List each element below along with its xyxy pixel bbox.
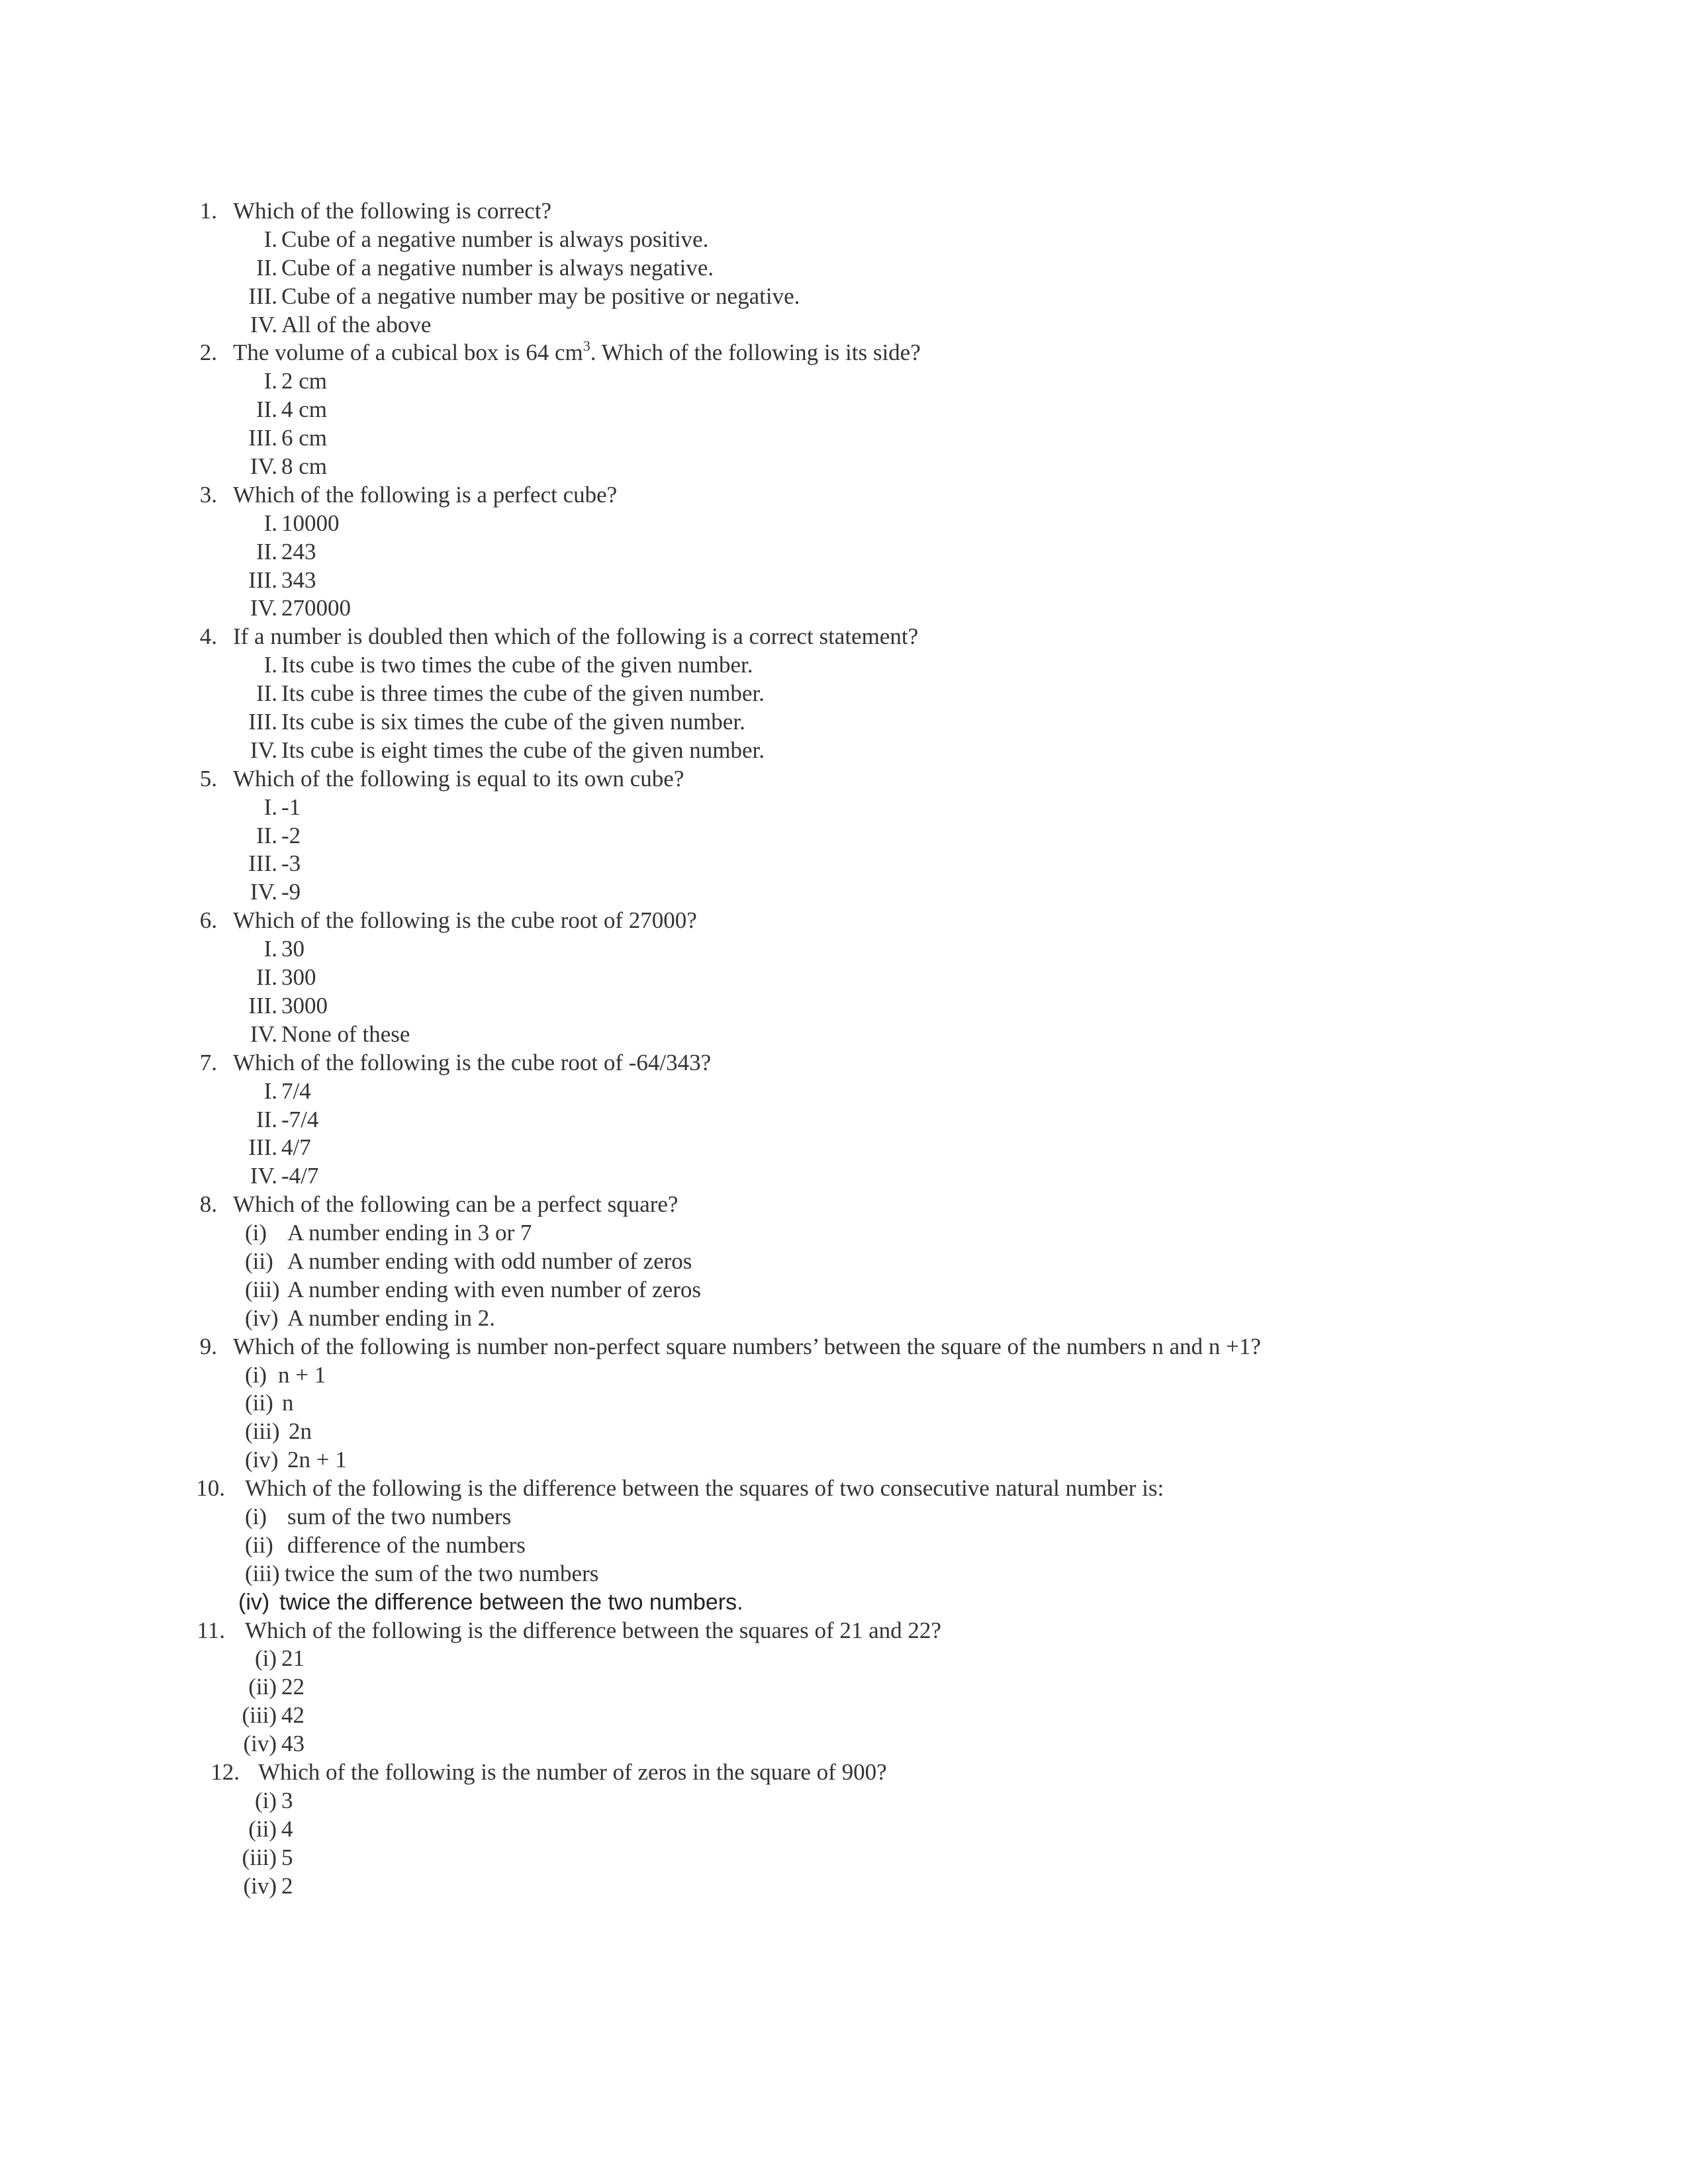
option [0, 1106, 1688, 1134]
option-label: I. [263, 652, 277, 678]
option-text: difference of the numbers [287, 1531, 526, 1558]
option [0, 708, 1688, 737]
option-text: 21 [281, 1645, 305, 1672]
option-label: II. [256, 964, 277, 991]
option-text: Its cube is six times the cube of the given number. [281, 709, 745, 735]
question-text-part: The volume of a cubical box is 64 cm [233, 340, 583, 366]
option [0, 1872, 1688, 1901]
option-label: (iii) [242, 1702, 277, 1729]
option-label: I. [263, 936, 277, 962]
question-text: Which of the following is the cube root of -64/343? [233, 1049, 712, 1075]
question-6 [0, 907, 1688, 935]
option-text: Cube of a negative number is always positive. [281, 226, 709, 252]
option [0, 1389, 1688, 1418]
option [0, 226, 1688, 254]
option-label: (iv) [238, 1589, 270, 1615]
option [0, 1702, 1688, 1730]
option-text: 300 [281, 964, 316, 991]
option-label: II. [256, 396, 277, 423]
option-label: I. [263, 1077, 277, 1104]
option-text: Its cube is two times the cube of the given number. [281, 652, 753, 678]
option [0, 254, 1688, 283]
question-number: 9. [199, 1333, 217, 1359]
option-text: -7/4 [281, 1106, 319, 1132]
option-label: (iv) [243, 1731, 277, 1757]
option-label: III. [248, 567, 277, 593]
option-text: A number ending in 3 or 7 [287, 1220, 532, 1246]
question-number: 5. [199, 765, 217, 792]
option-label: I. [263, 226, 277, 252]
option-text: sum of the two numbers [287, 1503, 512, 1529]
option-label: I. [263, 794, 277, 820]
option [0, 1219, 1688, 1248]
question-10 [0, 1475, 1688, 1503]
option [0, 311, 1688, 340]
question-2 [0, 339, 1688, 367]
option [0, 1446, 1688, 1475]
option-text: twice the difference between the two numbers. [279, 1589, 743, 1615]
option-label: (iv) [245, 1447, 279, 1473]
question-text: If a number is doubled then which of the following is a correct statement? [233, 623, 919, 650]
option [0, 935, 1688, 964]
option-text: -3 [281, 850, 301, 877]
option-label: III. [248, 992, 277, 1019]
option-text: 8 cm [281, 453, 328, 480]
option-text: 2 [281, 1872, 293, 1899]
option-text: 6 cm [281, 425, 328, 451]
question-text: Which of the following is the difference between the squares of two consecutive natural number is: [245, 1475, 1164, 1502]
question-sheet [0, 197, 1688, 1900]
option-label: II. [256, 1106, 277, 1132]
option-label: (ii) [248, 1815, 277, 1842]
option-label: (iii) [245, 1418, 280, 1445]
option [0, 992, 1688, 1021]
option-text: All of the above [281, 311, 432, 338]
option [0, 822, 1688, 850]
option [0, 1531, 1688, 1560]
question-text: Which of the following can be a perfect square? [233, 1191, 679, 1218]
option [0, 538, 1688, 567]
question-number: 4. [199, 623, 217, 650]
option [0, 794, 1688, 822]
option-text: Its cube is eight times the cube of the given number. [281, 737, 765, 763]
option-text: 43 [281, 1731, 305, 1757]
question-4 [0, 623, 1688, 651]
option-text: 343 [281, 567, 316, 593]
option [0, 1077, 1688, 1106]
option [0, 1134, 1688, 1162]
question-text: Which of the following is equal to its own cube? [233, 765, 684, 792]
option-text: Cube of a negative number is always negative. [281, 254, 714, 281]
option-label: (ii) [245, 1248, 273, 1274]
option-label: (ii) [245, 1531, 273, 1558]
option-text: 3 [281, 1787, 293, 1813]
option-text: -1 [281, 794, 301, 820]
question-3 [0, 481, 1688, 510]
option-label: IV. [250, 595, 277, 621]
option [0, 1021, 1688, 1049]
option-text: Its cube is three times the cube of the given number. [281, 680, 765, 707]
question-text: Which of the following is the difference between the squares of 21 and 22? [245, 1617, 941, 1643]
question-7 [0, 1049, 1688, 1077]
option-text: 2n + 1 [287, 1447, 347, 1473]
option-label: I. [263, 368, 277, 394]
option-text: 22 [281, 1674, 305, 1700]
question-text: Which of the following is a perfect cube? [233, 481, 618, 508]
option [0, 1844, 1688, 1872]
question-text [233, 339, 921, 367]
option-label: (i) [245, 1503, 267, 1529]
option-text: 42 [281, 1702, 305, 1729]
option-label: III. [248, 425, 277, 451]
question-number: 7. [199, 1049, 217, 1075]
option [0, 1815, 1688, 1844]
option-label: (ii) [248, 1674, 277, 1700]
option-label: IV. [250, 1163, 277, 1189]
question-number: 2. [199, 340, 217, 366]
option [0, 1503, 1688, 1531]
option-text: -4/7 [281, 1163, 319, 1189]
question-number: 12. [211, 1758, 240, 1785]
option-label: IV. [250, 453, 277, 480]
option-text: 30 [281, 936, 305, 962]
question-11 [0, 1617, 1688, 1645]
option-text: -9 [281, 879, 301, 905]
option [0, 1361, 1688, 1390]
option [0, 651, 1688, 680]
option-label: (i) [254, 1645, 277, 1672]
option [0, 680, 1688, 708]
option-text: n [282, 1390, 294, 1416]
option [0, 1276, 1688, 1304]
option-label: IV. [250, 879, 277, 905]
question-5 [0, 765, 1688, 794]
option [0, 283, 1688, 311]
option-label: (i) [245, 1361, 267, 1388]
option-text: 2 cm [281, 368, 328, 394]
option-label: (iv) [243, 1872, 277, 1899]
option-text: -2 [281, 822, 301, 848]
option-text: 270000 [281, 595, 351, 621]
option-text: 4 [281, 1815, 293, 1842]
question-number: 6. [199, 907, 217, 934]
option-label: (iii) [245, 1560, 280, 1586]
option [0, 1588, 1688, 1617]
superscript: 3 [583, 338, 590, 355]
option-label: (iv) [245, 1304, 279, 1331]
option-text: Cube of a negative number may be positive or negative. [281, 283, 800, 309]
option [0, 510, 1688, 538]
option-label: (iii) [242, 1844, 277, 1870]
option [0, 1304, 1688, 1333]
option-text: A number ending with odd number of zeros [287, 1248, 692, 1274]
option-text: 3000 [281, 992, 328, 1019]
question-text: Which of the following is the cube root of 27000? [233, 907, 697, 934]
option [0, 1248, 1688, 1276]
option-label: (i) [254, 1787, 277, 1813]
option-label: II. [256, 538, 277, 565]
option-label: II. [256, 680, 277, 707]
question-12 [0, 1758, 1688, 1787]
option-text: 4/7 [281, 1134, 311, 1161]
option-text: A number ending in 2. [287, 1304, 495, 1331]
option-label: (i) [245, 1220, 267, 1246]
question-number: 8. [199, 1191, 217, 1218]
option-text: 7/4 [281, 1077, 311, 1104]
option-text: 4 cm [281, 396, 328, 423]
question-text: Which of the following is the number of zeros in the square of 900? [258, 1758, 887, 1785]
option-label: III. [248, 709, 277, 735]
option [0, 1645, 1688, 1673]
option-label: IV. [250, 1021, 277, 1047]
option-text: n + 1 [278, 1361, 326, 1388]
option [0, 1418, 1688, 1446]
option-text: 243 [281, 538, 316, 565]
question-number: 1. [199, 198, 217, 224]
option [0, 1560, 1688, 1588]
option-text: 5 [281, 1844, 293, 1870]
question-number: 11. [197, 1617, 225, 1643]
option [0, 1162, 1688, 1191]
option-label: II. [256, 254, 277, 281]
option [0, 1673, 1688, 1702]
question-text-part: . Which of the following is its side? [590, 340, 921, 366]
option [0, 1730, 1688, 1758]
option [0, 964, 1688, 992]
option-label: IV. [250, 737, 277, 763]
option-label: II. [256, 822, 277, 848]
option [0, 453, 1688, 481]
option [0, 850, 1688, 878]
question-8 [0, 1191, 1688, 1219]
option [0, 367, 1688, 396]
option-label: III. [248, 283, 277, 309]
option-label: IV. [250, 311, 277, 338]
question-text: Which of the following is number non-perfect square numbers’ between the square of the numbers n and n +1? [233, 1333, 1261, 1359]
question-9 [0, 1333, 1688, 1361]
question-text: Which of the following is correct? [233, 198, 552, 224]
question-1 [0, 197, 1688, 226]
option-label: III. [248, 850, 277, 877]
option-text: A number ending with even number of zeros [287, 1276, 701, 1302]
option [0, 878, 1688, 907]
option [0, 737, 1688, 765]
question-number: 10. [196, 1475, 225, 1502]
option-label: III. [248, 1134, 277, 1161]
option-text: None of these [281, 1021, 410, 1047]
option-text: 2n [289, 1418, 312, 1445]
question-number: 3. [199, 481, 217, 508]
option [0, 594, 1688, 623]
option-label: (iii) [245, 1276, 280, 1302]
option-text: twice the sum of the two numbers [285, 1560, 599, 1586]
option-text: 10000 [281, 510, 340, 536]
option [0, 396, 1688, 424]
option-label: (ii) [245, 1390, 273, 1416]
option [0, 567, 1688, 595]
option [0, 1787, 1688, 1815]
option-label: I. [263, 510, 277, 536]
option [0, 424, 1688, 453]
